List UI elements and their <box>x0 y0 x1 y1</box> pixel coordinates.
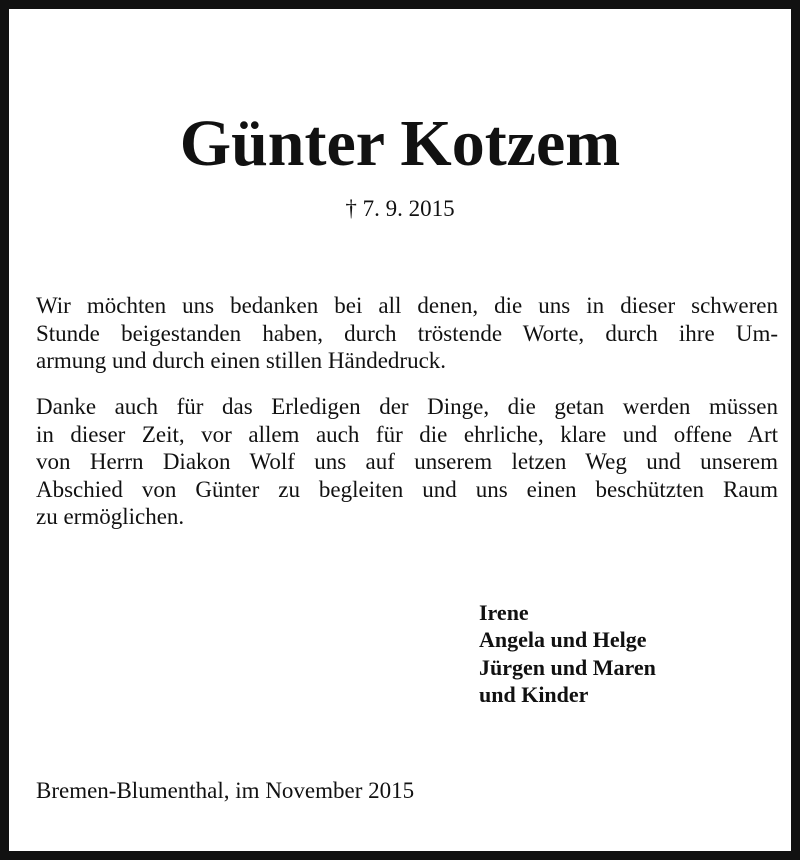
gratitude-paragraph <box>36 393 778 531</box>
thanks-line: Wir möchten uns bedanken bei all denen, die uns in dieser schweren <box>36 293 778 318</box>
gratitude-line: zu ermöglichen. <box>36 504 185 529</box>
signature-line: Angela und Helge <box>479 627 647 653</box>
thanks-paragraph <box>36 292 778 375</box>
thanks-line: Stunde beigestanden haben, durch tröstende Worte, durch ihre Um- <box>36 320 778 346</box>
gratitude-line: Abschied von Günter zu begleiten und uns einen beschützten Raum <box>36 476 778 502</box>
signature-line: Irene <box>479 600 529 625</box>
place-and-date: Bremen-Blumenthal, im November 2015 <box>36 778 415 803</box>
deceased-name: Günter Kotzem <box>179 107 621 180</box>
gratitude-line: Danke auch für das Erledigen der Dinge, die getan werden müssen <box>36 394 778 419</box>
family-signatures <box>479 599 656 708</box>
gratitude-line: in dieser Zeit, vor allem auch für die ehrliche, klare und offene Art <box>36 421 778 447</box>
signature-line: Jürgen und Maren <box>479 654 656 680</box>
signature-line: und Kinder <box>479 681 589 707</box>
date-of-death: † 7. 9. 2015 <box>345 196 455 221</box>
gratitude-line: von Herrn Diakon Wolf uns auf unserem letzen Weg und unserem <box>36 449 778 474</box>
thanks-line: armung und durch einen stillen Händedruck. <box>36 348 447 373</box>
